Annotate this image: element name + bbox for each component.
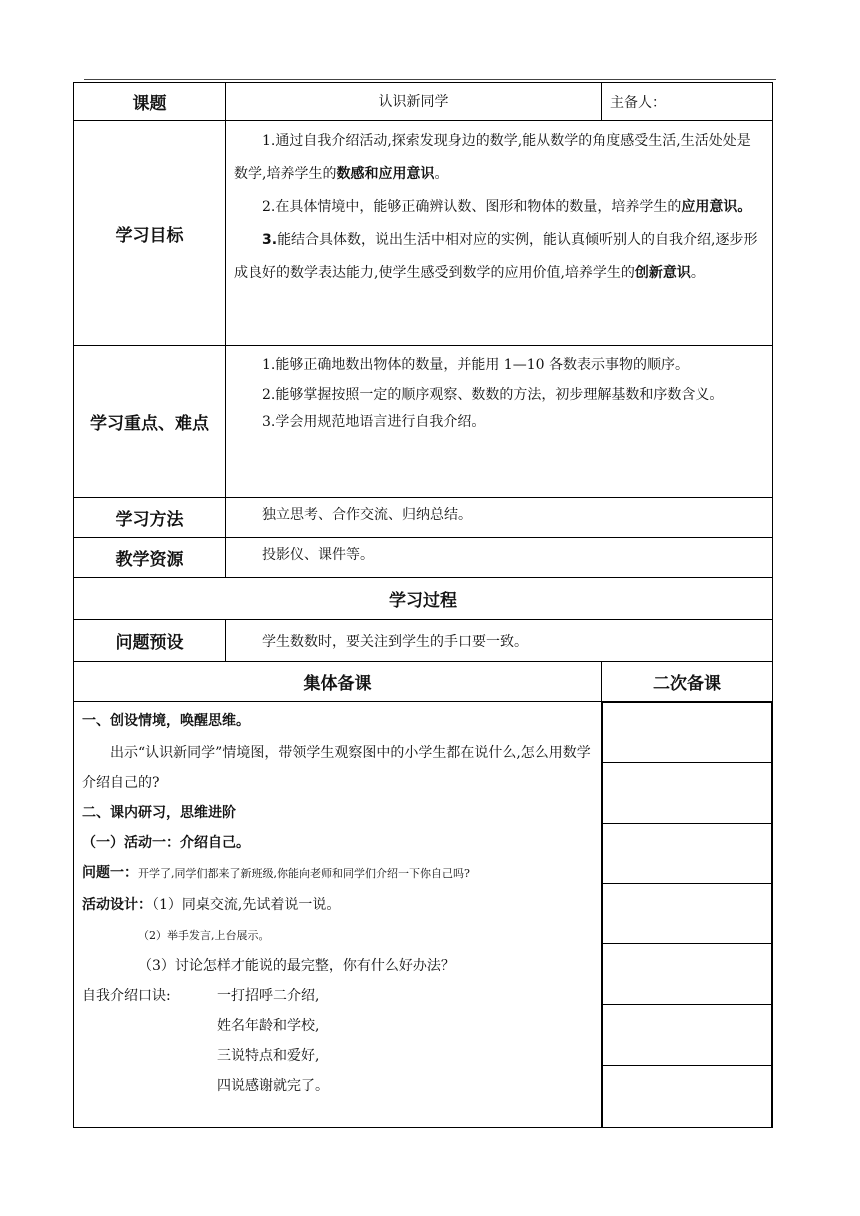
method-label: 学习方法 bbox=[74, 498, 226, 538]
key-point-3: 3.学会用规范地语言进行自我介绍。 bbox=[262, 414, 486, 430]
lesson-plan-table bbox=[73, 82, 773, 1128]
method-value: 独立思考、合作交流、归纳总结。 bbox=[226, 498, 773, 538]
design-step-2: （2）举手发言,上台展示。 bbox=[138, 929, 270, 942]
note-cell[interactable] bbox=[603, 703, 772, 763]
preparer-label: 主备人： bbox=[602, 83, 773, 121]
preset-label: 问题预设 bbox=[74, 620, 226, 662]
key-point-2: 2.能够掌握按照一定的顺序观察、数数的方法，初步理解基数和序数含义。 bbox=[262, 387, 724, 403]
note-cell[interactable] bbox=[603, 1005, 772, 1066]
preset-value: 学生数数时，要关注到学生的手口要一致。 bbox=[226, 620, 773, 662]
key-points-content bbox=[226, 346, 773, 498]
activity-design: 活动设计：（1）同桌交流,先试着说一说。 bbox=[82, 897, 341, 913]
activity-1-title: （一）活动一：介绍自己。 bbox=[82, 835, 250, 851]
columns-header-row bbox=[74, 662, 773, 702]
note-cell[interactable] bbox=[603, 824, 772, 884]
process-title: 学习过程 bbox=[74, 578, 773, 620]
rhyme-lines bbox=[217, 981, 593, 1101]
question-1: 问题一：开学了,同学们都来了新班级,你能向老师和同学们介绍一下你自己吗? bbox=[82, 865, 470, 881]
goal-2: 2.在具体情境中，能够正确辨认数、图形和物体的数量，培养学生的应用意识。 bbox=[262, 199, 752, 215]
secondary-header: 二次备课 bbox=[602, 662, 773, 702]
lesson-row bbox=[74, 702, 773, 1128]
rhyme-line: 一打招呼二介绍, bbox=[217, 988, 320, 1004]
goal-1: 1.通过自我介绍活动,探索发现身边的数学,能从数学的角度感受生活,生活处处是数学,培养学生的数感和应用意识。 bbox=[234, 133, 751, 182]
resources-label: 教学资源 bbox=[74, 538, 226, 578]
preset-row bbox=[74, 620, 773, 662]
secondary-content bbox=[602, 702, 773, 1128]
key-points-label: 学习重点、难点 bbox=[74, 346, 226, 498]
resources-row bbox=[74, 538, 773, 578]
section-1-title: 一、创设情境，唤醒思维。 bbox=[82, 713, 250, 729]
rhyme-line: 三说特点和爱好, bbox=[217, 1048, 320, 1064]
section-1-text: 出示“认识新同学”情境图，带领学生观察图中的小学生都在说什么,怎么用数学介绍自己的? bbox=[82, 745, 591, 791]
goals-content bbox=[226, 121, 773, 346]
goal-3: 3.能结合具体数，说出生活中相对应的实例，能认真倾听别人的自我介绍,逐步形成良好的数学表达能力,使学生感受到数学的应用价值,培养学生的创新意识。 bbox=[234, 232, 758, 281]
process-row bbox=[74, 578, 773, 620]
rhyme-line: 姓名年龄和学校, bbox=[217, 1018, 320, 1034]
goals-label: 学习目标 bbox=[74, 121, 226, 346]
method-row bbox=[74, 498, 773, 538]
resources-value: 投影仪、课件等。 bbox=[226, 538, 773, 578]
note-cell[interactable] bbox=[603, 884, 772, 944]
key-points-row bbox=[74, 346, 773, 498]
collective-header: 集体备课 bbox=[74, 662, 602, 702]
rhyme-label: 自我介绍口诀: bbox=[82, 988, 171, 1004]
note-cell[interactable] bbox=[603, 944, 772, 1005]
collective-content bbox=[74, 702, 602, 1128]
secondary-notes-grid bbox=[602, 702, 772, 1127]
header-rule bbox=[84, 79, 776, 80]
topic-row bbox=[74, 83, 773, 121]
design-step-3: （3）讨论怎样才能说的最完整，你有什么好办法？ bbox=[138, 958, 455, 974]
note-cell[interactable] bbox=[603, 763, 772, 824]
topic-label: 课题 bbox=[74, 83, 226, 121]
rhyme-block bbox=[82, 981, 593, 1101]
goals-row bbox=[74, 121, 773, 346]
rhyme-line: 四说感谢就完了。 bbox=[217, 1078, 329, 1094]
note-cell[interactable] bbox=[603, 1066, 772, 1127]
section-2-title: 二、课内研习，思维进阶 bbox=[82, 805, 236, 821]
topic-value: 认识新同学 bbox=[226, 83, 602, 121]
key-point-1: 1.能够正确地数出物体的数量，并能用 1—10 各数表示事物的顺序。 bbox=[262, 357, 689, 373]
